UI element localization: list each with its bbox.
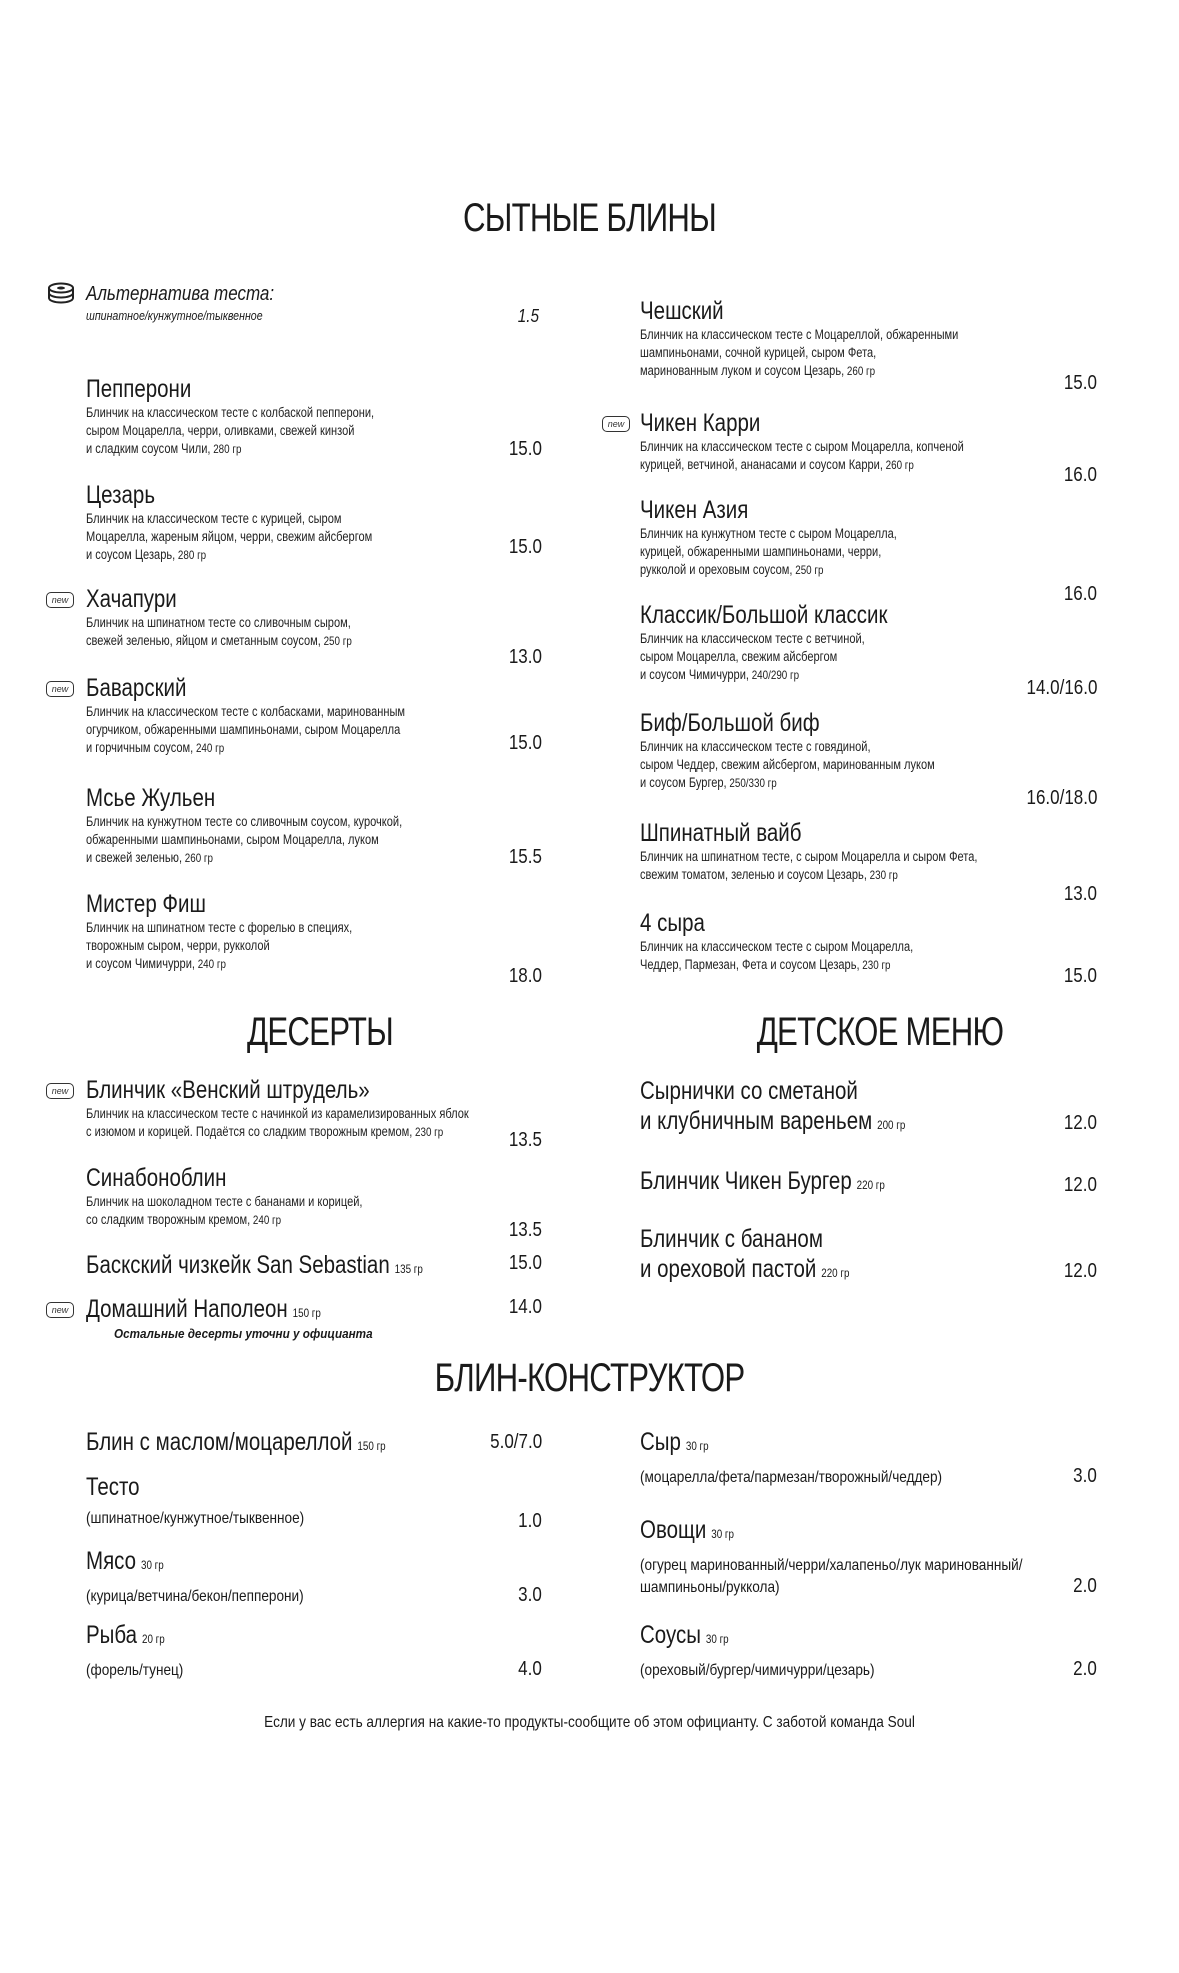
kids-item bbox=[640, 1166, 939, 1200]
savory-item-desc: Блинчик на классическом тесте с Моцареллой, обжаренными шампиньонами, сочной курицей, сыром Фета, маринованным луком и соусом Цезарь, 260 гр bbox=[640, 327, 959, 378]
section-title-constructor: БЛИН-КОНСТРУКТОР bbox=[434, 1356, 745, 1400]
savory-item-price: 16.0/18.0 bbox=[1026, 787, 1097, 809]
savory-item bbox=[86, 783, 556, 867]
savory-item-price: 13.0 bbox=[508, 646, 542, 668]
savory-item bbox=[640, 495, 1110, 579]
savory-item-weight: 280 гр bbox=[210, 442, 242, 456]
savory-item bbox=[86, 480, 556, 564]
constructor-left-item-price: 4.0 bbox=[518, 1658, 542, 1680]
kids-item-name: Блинчик Чикен Бургер 220 гр bbox=[640, 1167, 885, 1195]
constructor-left-item-price: 1.0 bbox=[518, 1510, 542, 1532]
savory-item-desc: Блинчик на классическом тесте с курицей, сыром Моцарелла, жареным яйцом, черри, свежим айсбергом и соусом Цезарь, 280 гр bbox=[86, 511, 373, 562]
section-title-kids: ДЕТСКОЕ МЕНЮ bbox=[756, 1010, 1004, 1054]
savory-item-weight: 240 гр bbox=[194, 957, 226, 971]
savory-item-name: Чешский bbox=[640, 297, 724, 325]
savory-item-desc: Блинчик на классическом тесте с ветчиной, сыром Моцарелла, свежим айсбергом и соусом Чимичурри, 240/290 гр bbox=[640, 631, 865, 682]
savory-item-desc: Блинчик на классическом тесте с сыром Моцарелла, Чеддер, Пармезан, Фета и соусом Цезарь, 230 гр bbox=[640, 939, 914, 972]
savory-item bbox=[640, 600, 1110, 684]
savory-item bbox=[86, 673, 556, 757]
savory-item-weight: 240/290 гр bbox=[748, 668, 800, 682]
savory-item-weight: 260 гр bbox=[882, 458, 914, 472]
constructor-left-item-desc: (шпинатное/кунжутное/тыквенное) bbox=[86, 1510, 305, 1527]
kids-item-name-cont: и клубничным вареньем 200 гр bbox=[640, 1107, 906, 1135]
constructor-left-item-weight: 30 гр bbox=[140, 1558, 164, 1572]
alternative-dough-title: Альтернатива теста: bbox=[86, 283, 275, 305]
alternative-dough-options: шпинатное/кунжутное/тыквенное bbox=[86, 309, 263, 323]
constructor-right-item-desc: (огурец маринованный/черри/халапеньо/лук маринованный/ шампиньоны/руккола) bbox=[640, 1557, 1023, 1596]
kids-item bbox=[640, 1076, 964, 1140]
new-badge-icon: new bbox=[46, 592, 74, 608]
savory-item-price: 13.0 bbox=[1063, 883, 1097, 905]
dessert-item bbox=[86, 1163, 556, 1229]
alternative-dough-price: 1.5 bbox=[517, 306, 539, 326]
savory-item-name: Шпинатный вайб bbox=[640, 819, 802, 847]
constructor-right-item-name: Соусы 30 гр bbox=[640, 1621, 729, 1649]
kids-item-name: Блинчик с бананом bbox=[640, 1225, 823, 1253]
savory-item-desc: Блинчик на шпинатном тесте с форелью в специях, творожным сыром, черри, рукколой и соусом Чимичурри, 240 гр bbox=[86, 920, 353, 971]
new-badge-icon: new bbox=[46, 681, 74, 697]
savory-item-name: Хачапури bbox=[86, 585, 177, 613]
dessert-item-desc: Блинчик на шоколадном тесте с бананами и корицей, со сладким творожным кремом, 240 гр bbox=[86, 1194, 363, 1227]
savory-item-price: 15.0 bbox=[508, 438, 542, 460]
constructor-right-item-price: 2.0 bbox=[1073, 1658, 1097, 1680]
new-badge-icon: new bbox=[46, 1302, 74, 1318]
constructor-right-item-price: 3.0 bbox=[1073, 1465, 1097, 1487]
savory-item-price: 18.0 bbox=[508, 965, 542, 987]
savory-item-price: 14.0/16.0 bbox=[1026, 677, 1097, 699]
savory-item-desc: Блинчик на шпинатном тесте, с сыром Моцарелла и сыром Фета, свежим томатом, зеленью и соусом Цезарь, 230 гр bbox=[640, 849, 978, 882]
savory-item-desc: Блинчик на классическом тесте с говядиной, сыром Чеддер, свежим айсбергом, маринованным луком и соусом Бургер, 250/330 гр bbox=[640, 739, 935, 790]
savory-item-name: Классик/Большой классик bbox=[640, 601, 888, 629]
constructor-right-item-name: Овощи 30 гр bbox=[640, 1516, 734, 1544]
savory-item-weight: 250/330 гр bbox=[726, 776, 777, 790]
kids-item-price: 12.0 bbox=[1063, 1112, 1097, 1134]
constructor-left-item-name: Мясо 30 гр bbox=[86, 1547, 164, 1575]
savory-item bbox=[640, 708, 1110, 792]
savory-item-name: 4 сыра bbox=[640, 909, 705, 937]
section-title-savory: СЫТНЫЕ БЛИНЫ bbox=[462, 196, 717, 240]
savory-item-desc: Блинчик на классическом тесте с колбасками, маринованным огурчиком, обжаренными шампиньонами, сыром Моцарелла и горчичным соусом, 240 гр bbox=[86, 704, 406, 755]
dessert-item bbox=[86, 1075, 556, 1141]
kids-item-weight: 200 гр bbox=[877, 1118, 906, 1132]
dessert-item-price: 13.5 bbox=[508, 1219, 542, 1241]
savory-item-desc: Блинчик на кунжутном тесте со сливочным соусом, курочкой, обжаренными шампиньонами, сыром Моцарелла, луком и свежей зеленью, 260 гр bbox=[86, 814, 403, 865]
savory-item-name: Биф/Большой биф bbox=[640, 709, 820, 737]
savory-item-name: Пепперони bbox=[86, 375, 192, 403]
savory-item-weight: 250 гр bbox=[792, 563, 824, 577]
savory-item-weight: 230 гр bbox=[866, 868, 898, 882]
dessert-item-weight: 150 гр bbox=[292, 1306, 321, 1320]
constructor-right-item-desc: (моцарелла/фета/пармезан/творожный/чеддер) bbox=[640, 1469, 943, 1486]
dessert-item-desc: Блинчик на классическом тесте с начинкой из карамелизированных яблок с изюмом и корицей. Подаётся со сладким творожным кремом, 230 гр bbox=[86, 1106, 469, 1139]
constructor-right-item-weight: 30 гр bbox=[685, 1439, 709, 1453]
kids-item-price: 12.0 bbox=[1063, 1260, 1097, 1282]
savory-item-name: Чикен Азия bbox=[640, 496, 749, 524]
dessert-item-name: Домашний Наполеон 150 гр bbox=[86, 1295, 321, 1323]
savory-item-price: 15.0 bbox=[1063, 372, 1097, 394]
section-title-desserts: ДЕСЕРТЫ bbox=[247, 1010, 393, 1054]
savory-item-weight: 280 гр bbox=[175, 548, 207, 562]
kids-item-price: 12.0 bbox=[1063, 1174, 1097, 1196]
constructor-left-item bbox=[86, 1427, 451, 1461]
constructor-left-item-name: Тесто bbox=[86, 1473, 140, 1501]
savory-item-weight: 250 гр bbox=[320, 634, 352, 648]
constructor-left-item-weight: 150 гр bbox=[357, 1439, 386, 1453]
dessert-item bbox=[86, 1294, 372, 1328]
savory-item-name: Чикен Карри bbox=[640, 409, 761, 437]
constructor-left-item-name: Рыба 20 гр bbox=[86, 1621, 165, 1649]
dessert-item-weight: 135 гр bbox=[394, 1262, 423, 1276]
kids-item-weight: 220 гр bbox=[856, 1178, 885, 1192]
constructor-left-item-desc: (форель/тунец) bbox=[86, 1662, 184, 1679]
dessert-item-price: 15.0 bbox=[508, 1252, 542, 1274]
savory-item bbox=[640, 818, 1110, 884]
kids-item-name: Сырнички со сметаной bbox=[640, 1077, 858, 1105]
new-badge-icon: new bbox=[46, 1083, 74, 1099]
dessert-item-name: Баскский чизкейк San Sebastian 135 гр bbox=[86, 1251, 423, 1279]
savory-item-weight: 260 гр bbox=[182, 851, 213, 865]
kids-item-name-cont: и ореховой пастой 220 гр bbox=[640, 1255, 850, 1283]
savory-item bbox=[86, 889, 556, 973]
savory-item-weight: 260 гр bbox=[844, 364, 876, 378]
constructor-right-item-desc: (ореховый/бургер/чимичурри/цезарь) bbox=[640, 1662, 875, 1679]
constructor-left-item-weight: 20 гр bbox=[142, 1632, 165, 1646]
savory-item-price: 15.5 bbox=[508, 846, 542, 868]
dessert-item bbox=[86, 1250, 497, 1284]
savory-item-name: Мистер Фиш bbox=[86, 890, 206, 918]
constructor-right-item-name: Сыр 30 гр bbox=[640, 1428, 709, 1456]
savory-item-price: 15.0 bbox=[508, 536, 542, 558]
dessert-item-weight: 240 гр bbox=[250, 1213, 282, 1227]
savory-item-price: 15.0 bbox=[1063, 965, 1097, 987]
kids-item-weight: 220 гр bbox=[821, 1266, 850, 1280]
savory-item-name: Баварский bbox=[86, 674, 187, 702]
kids-item bbox=[640, 1224, 895, 1288]
savory-item-price: 15.0 bbox=[508, 732, 542, 754]
desserts-note: Остальные десерты уточни у официанта bbox=[114, 1326, 373, 1341]
savory-item bbox=[640, 908, 1110, 974]
savory-item-weight: 230 гр bbox=[859, 958, 891, 972]
new-badge-icon: new bbox=[602, 416, 630, 432]
savory-item bbox=[86, 374, 556, 458]
savory-item-price: 16.0 bbox=[1063, 583, 1097, 605]
savory-item bbox=[86, 584, 556, 650]
constructor-left-item-price: 3.0 bbox=[518, 1584, 542, 1606]
savory-item-weight: 240 гр bbox=[193, 741, 225, 755]
savory-item-name: Цезарь bbox=[86, 481, 156, 509]
constructor-left-item-desc: (курица/ветчина/бекон/пепперони) bbox=[86, 1588, 304, 1605]
savory-item-desc: Блинчик на кунжутном тесте с сыром Моцарелла, курицей, обжаренными шампиньонами, черри, рукколой и ореховым соусом, 250 гр bbox=[640, 526, 897, 577]
allergy-footer: Если у вас есть аллергия на какие-то продукты-сообщите об этом официанту. С заботой команда Soul bbox=[264, 1714, 915, 1731]
savory-item-desc: Блинчик на классическом тесте с сыром Моцарелла, копченой курицей, ветчиной, ананасами и соусом Карри, 260 гр bbox=[640, 439, 964, 472]
dessert-item-weight: 230 гр bbox=[412, 1125, 444, 1139]
constructor-right-item-weight: 30 гр bbox=[711, 1527, 734, 1541]
savory-item-price: 16.0 bbox=[1063, 464, 1097, 486]
constructor-right-item-price: 2.0 bbox=[1073, 1575, 1097, 1597]
savory-item bbox=[640, 408, 1110, 474]
savory-item-name: Мсье Жульен bbox=[86, 784, 216, 812]
constructor-left-item-price: 5.0/7.0 bbox=[490, 1431, 542, 1453]
savory-item-desc: Блинчик на шпинатном тесте со сливочным сыром, свежей зеленью, яйцом и сметанным соусом, 250 гр bbox=[86, 615, 352, 648]
dessert-item-name: Блинчик «Венский штрудель» bbox=[86, 1076, 370, 1104]
dessert-item-price: 14.0 bbox=[508, 1296, 542, 1318]
savory-item bbox=[640, 296, 1110, 380]
constructor-right-item-weight: 30 гр bbox=[705, 1632, 729, 1646]
dessert-item-price: 13.5 bbox=[508, 1129, 542, 1151]
pancake-stack-icon bbox=[46, 282, 76, 306]
constructor-left-item-name: Блин с маслом/моцареллой 150 гр bbox=[86, 1428, 386, 1456]
savory-item-desc: Блинчик на классическом тесте с колбаской пепперони, сыром Моцарелла, черри, оливками, свежей кинзой и сладким соусом Чили, 280 гр bbox=[86, 405, 375, 456]
dessert-item-name: Синабоноблин bbox=[86, 1164, 227, 1192]
